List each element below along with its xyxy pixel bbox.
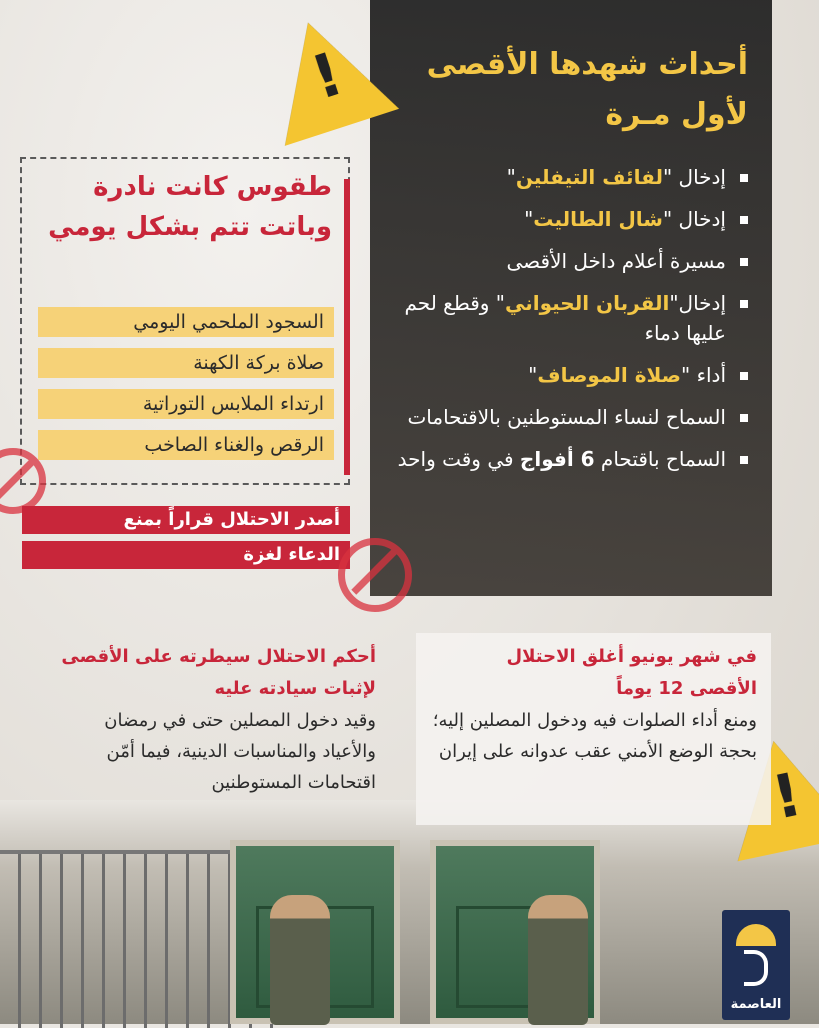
ritual-item: ارتداء الملابس التوراتية (38, 389, 334, 419)
june-closure-body: ومنع أداء الصلوات فيه ودخول المصلين إليه؛ بحجة الوضع الأمني عقب عدوانه على إيران (432, 710, 757, 762)
al-asima-logo-icon (722, 910, 790, 1020)
main-facts-panel (370, 0, 772, 596)
fact-item: مسيرة أعلام داخل الأقصى (394, 246, 748, 276)
control-body: وقيد دخول المصلين حتى في رمضان والأعياد والمناسبات الدينية، فيما أمّن اقتحامات المستوطنين (104, 710, 376, 793)
main-title-line1: أحداث شهدها الأقصى (426, 47, 748, 82)
fact-item: السماح باقتحام 6 أفواج في وقت واحد (394, 444, 748, 474)
main-title (394, 40, 748, 140)
control-card (40, 633, 390, 855)
soldier-right-photo (528, 895, 588, 1025)
june-closure-card (416, 633, 771, 825)
ban-banner-line2: الدعاء لغزة (22, 541, 350, 569)
fact-item: إدخال "لفائف التيفلين" (394, 162, 748, 192)
logo-text: العاصمة (730, 997, 782, 1012)
rituals-box (20, 157, 350, 485)
fact-item: السماح لنساء المستوطنين بالاقتحامات (394, 402, 748, 432)
ritual-item: صلاة بركة الكهنة (38, 348, 334, 378)
control-head: أحكم الاحتلال سيطرته على الأقصى لإثبات سيادته عليه (61, 646, 376, 699)
ritual-item: الرقص والغناء الصاخب (38, 430, 334, 460)
rituals-accent-bar (344, 179, 350, 475)
rituals-list (38, 307, 334, 471)
fact-item: إدخال "شال الطاليت" (394, 204, 748, 234)
june-closure-head: في شهر يونيو أغلق الاحتلال الأقصى 12 يوماً (506, 646, 757, 699)
ban-banner-line1: أصدر الاحتلال قراراً بمنع (22, 506, 350, 534)
soldier-left-photo (270, 895, 330, 1025)
ritual-item: السجود الملحمي اليومي (38, 307, 334, 337)
rituals-title: طقوس كانت نادرة وباتت تتم بشكل يومي (48, 172, 332, 242)
fact-item: إدخال"القربان الحيواني" وقطع لحم عليها دماء (394, 288, 748, 348)
no-entry-icon (338, 538, 412, 612)
facts-list (394, 162, 748, 474)
fact-item: أداء "صلاة الموصاف" (394, 360, 748, 390)
main-title-line2: لأول مـرة (605, 97, 748, 132)
